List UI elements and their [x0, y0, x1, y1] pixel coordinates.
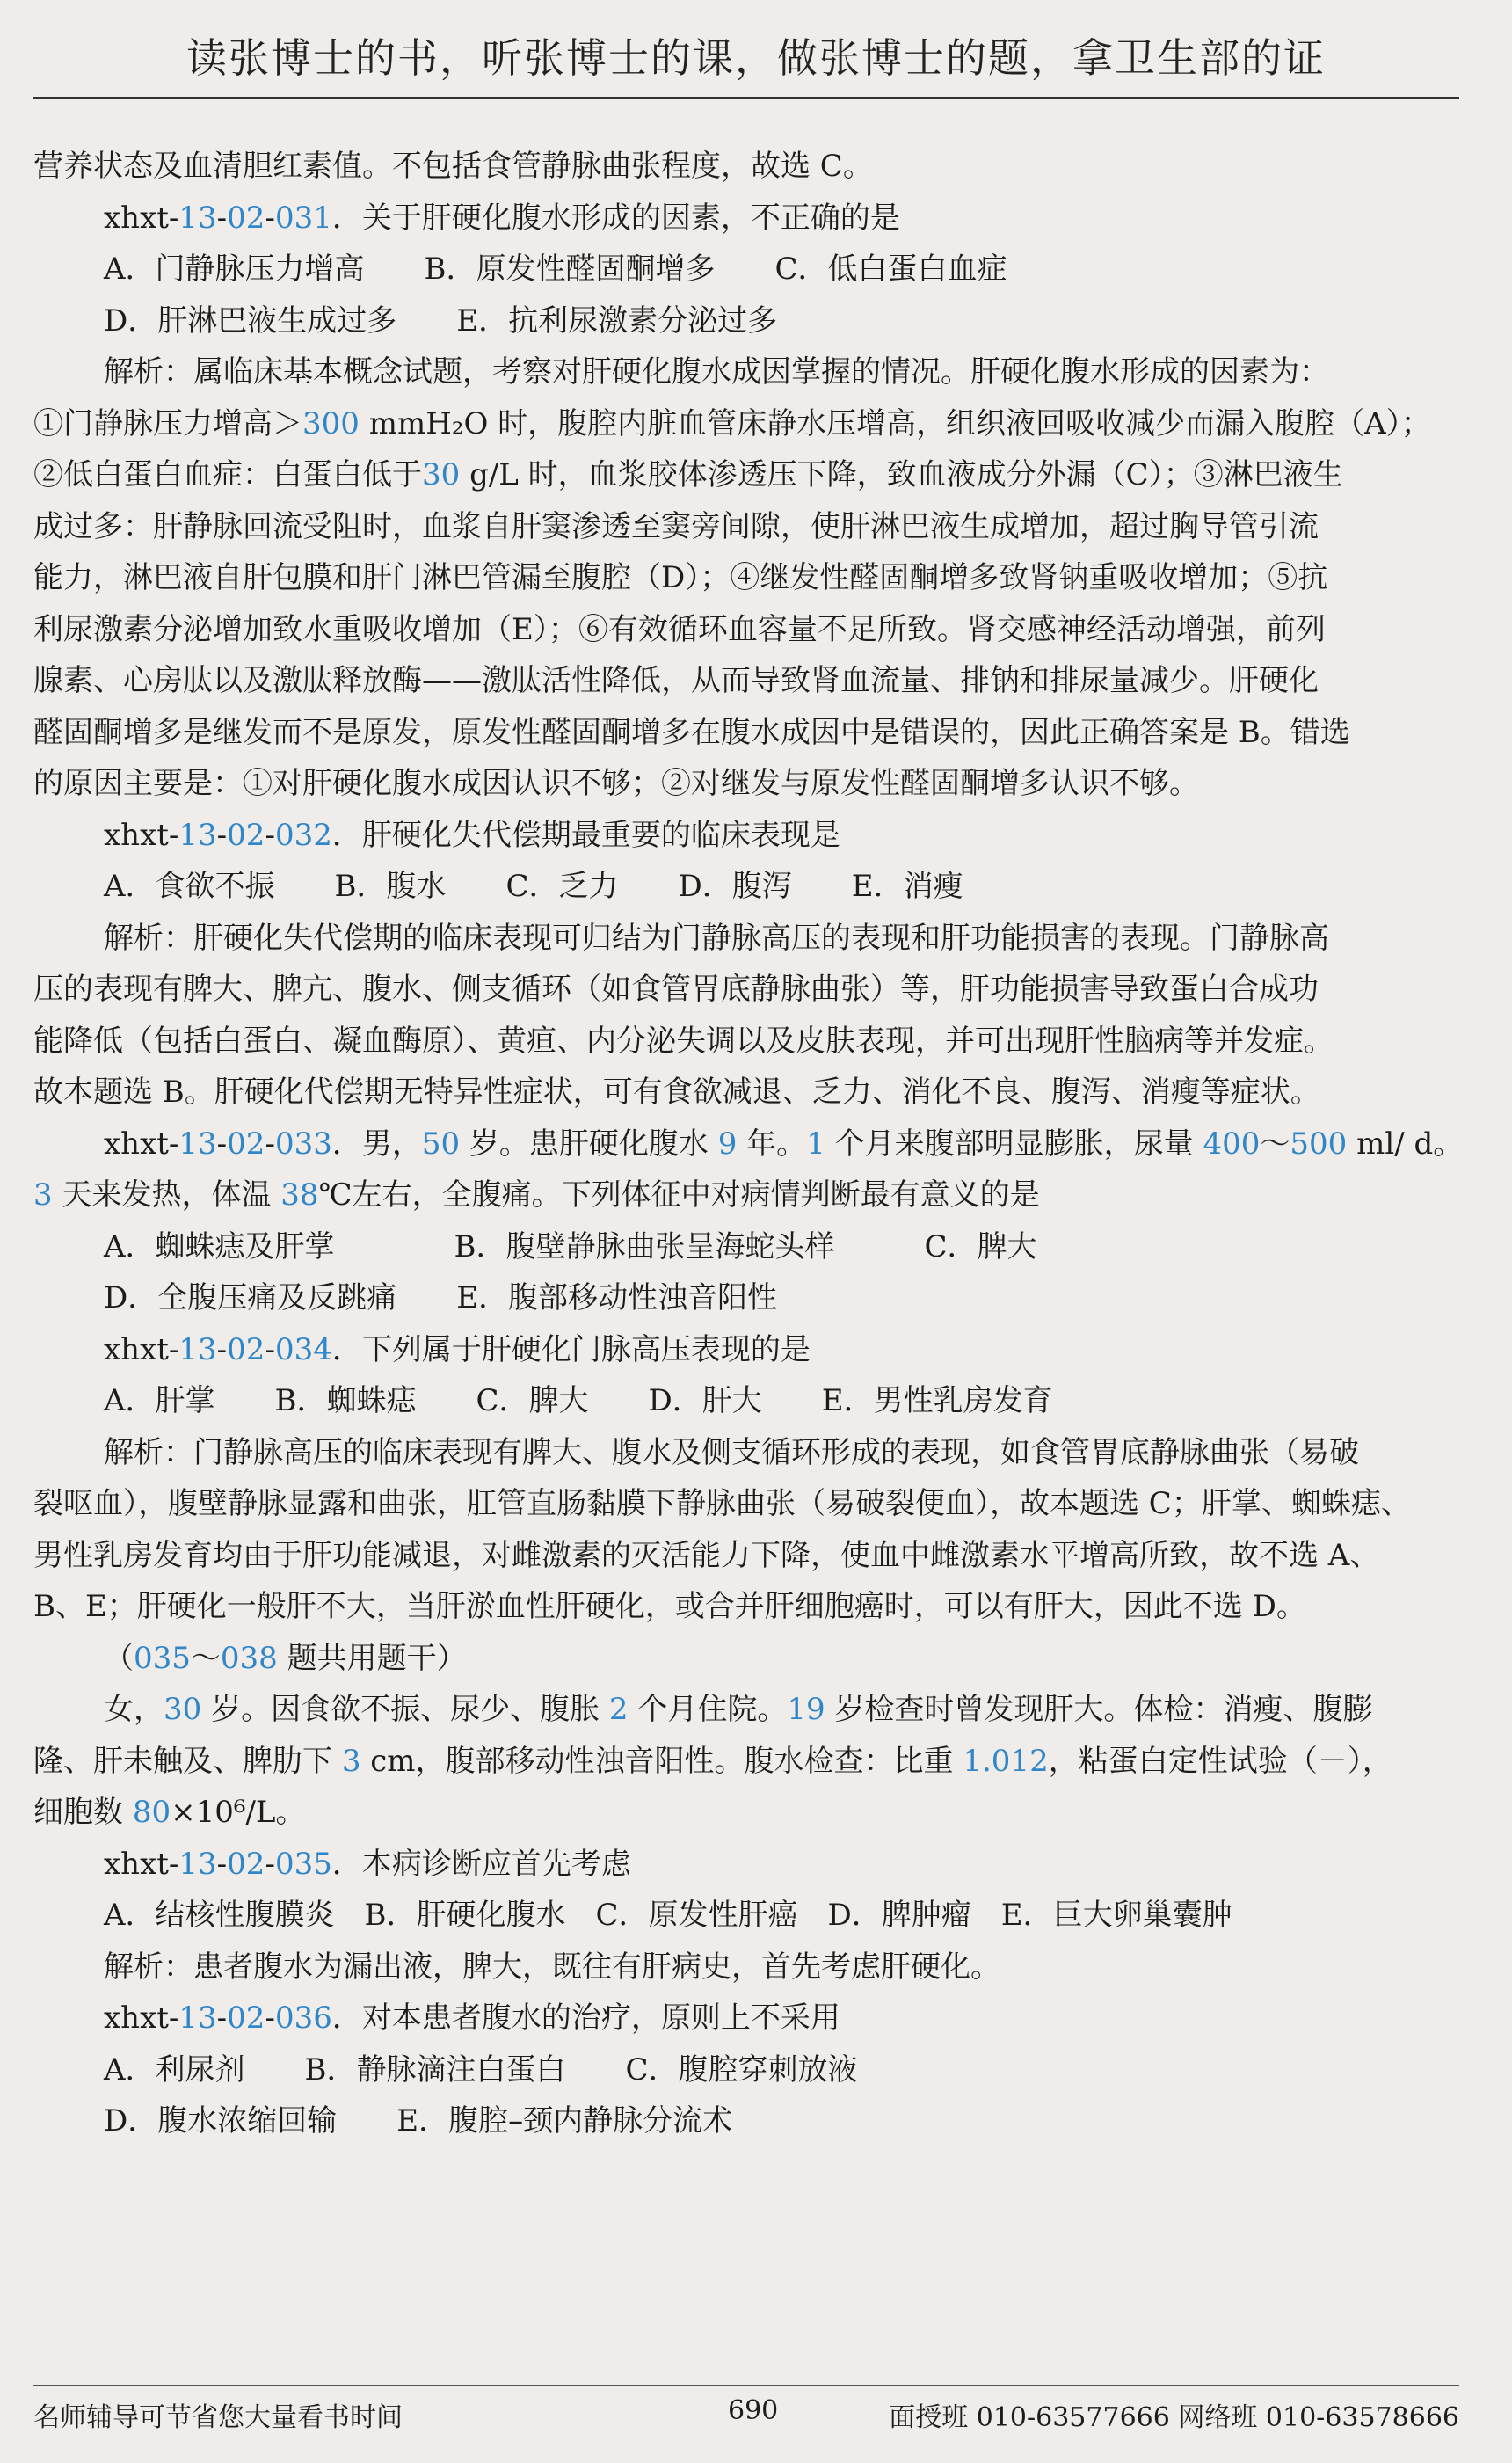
line-text-span: 题共用题干） — [277, 1640, 467, 1676]
line-text-span: - — [265, 817, 275, 853]
text-line — [33, 449, 1450, 501]
text-line — [33, 810, 1450, 862]
line-number-span: 02 — [227, 817, 265, 853]
line-number-span: 02 — [227, 2000, 265, 2036]
line-number-span: 02 — [227, 200, 265, 236]
line-text-span: A．食欲不振 B．腹水 C．乏力 D．腹泻 E．消瘦 — [104, 869, 963, 904]
line-text-span: D．肝淋巴液生成过多 E．抗利尿激素分泌过多 — [104, 302, 778, 339]
line-number-span: 035 — [274, 1846, 332, 1882]
text-line — [33, 2044, 1450, 2096]
line-text-span: xhxt- — [104, 2000, 179, 2036]
line-text-span: 的原因主要是：①对肝硬化腹水成因认识不够；②对继发与原发性醛固酮增多认识不够。 — [33, 766, 1199, 801]
text-line — [33, 141, 1450, 193]
line-number-span: 80 — [132, 1795, 171, 1830]
text-line — [33, 1272, 1450, 1324]
line-text-span: 男性乳房发育均由于肝功能减退，对雌激素的灭活能力下降，使血中雌激素水平增高所致，故不选 A、 — [33, 1537, 1380, 1573]
line-text-span: 营养状态及血清胆红素值。不包括食管静脉曲张程度，故选 C。 — [33, 149, 873, 184]
text-line — [33, 1736, 1450, 1788]
line-text-span: A．肝掌 B．蜘蛛痣 C．脾大 D．肝大 E．男性乳房发育 — [104, 1383, 1053, 1418]
line-text-span: - — [216, 1331, 228, 1367]
line-text-span: A．蜘蛛痣及肝掌 B．腹壁静脉曲张呈海蛇头样 C．脾大 — [104, 1228, 1037, 1264]
line-text-span: 腺素、心房肽以及激肽释放酶——激肽活性降低，从而导致肾血流量、排钠和排尿量减少。肝硬化 — [33, 663, 1319, 698]
header-title: 读张博士的书，听张博士的课，做张博士的题，拿卫生部的证 — [186, 34, 1326, 82]
line-number-span: 13 — [178, 1846, 217, 1882]
line-number-span: 02 — [227, 1331, 265, 1367]
line-text-span: 女， — [104, 1692, 164, 1727]
line-text-span: - — [265, 1846, 275, 1882]
line-text-span: xhxt- — [104, 1126, 179, 1162]
line-number-span: 13 — [178, 200, 217, 236]
line-text-span: - — [216, 200, 228, 236]
line-text-span: cm，腹部移动性浊音阳性。腹水检查：比重 — [360, 1743, 963, 1779]
line-text-span: 解析：门静脉高压的临床表现有脾大、腹水及侧支循环形成的表现，如食管胃底静脉曲张（易破 — [104, 1434, 1359, 1470]
line-number-span: 02 — [227, 1126, 265, 1162]
line-text-span: （ — [104, 1640, 134, 1676]
text-line — [33, 552, 1450, 604]
text-line — [33, 861, 1450, 913]
line-text-span: 解析：属临床基本概念试题，考察对肝硬化腹水成因掌握的情况。肝硬化腹水形成的因素为： — [104, 354, 1329, 390]
page-number: 690 — [728, 2395, 779, 2426]
line-number-span: 3 — [341, 1743, 361, 1779]
line-number-span: 1.012 — [963, 1743, 1049, 1779]
footer-slogan: 名师辅导可节省您大量看书时间 — [33, 2402, 403, 2433]
text-line — [33, 244, 1450, 295]
line-number-span: 2 — [608, 1692, 629, 1727]
line-text-span: D．腹水浓缩回输 E．腹腔–颈内静脉分流术 — [104, 2103, 733, 2139]
text-line — [33, 1016, 1450, 1068]
line-text-span: ②低白蛋白血症：白蛋白低于 — [33, 457, 422, 492]
line-text-span: xhxt- — [104, 200, 179, 236]
line-text-span: A．利尿剂 B．静脉滴注白蛋白 C．腹腔穿刺放液 — [104, 2051, 858, 2088]
line-number-span: 9 — [717, 1126, 738, 1162]
line-text-span: 细胞数 — [33, 1795, 133, 1830]
line-text-span: 裂呕血），腹壁静脉显露和曲张，肛管直肠黏膜下静脉曲张（易破裂便血），故本题选 C；肝掌、蜘蛛痣、 — [33, 1486, 1411, 1521]
line-text-span: B、E；肝硬化一般肝不大，当肝淤血性肝硬化，或合并肝细胞癌时，可以有肝大，因此不选 D。 — [33, 1589, 1306, 1624]
header-divider — [33, 97, 1459, 99]
text-line — [33, 707, 1450, 759]
line-text-span: ml/ d。 — [1347, 1126, 1464, 1162]
page-content — [33, 141, 1464, 2147]
line-text-span: 能力，淋巴液自肝包膜和肝门淋巴管漏至腹腔（D）；④继发性醛固酮增多致肾钠重吸收增加；⑤抗 — [33, 560, 1328, 595]
line-text-span: ．下列属于肝硬化门脉高压表现的是 — [331, 1331, 811, 1367]
text-line — [33, 193, 1450, 244]
line-text-span: - — [265, 1331, 275, 1367]
line-text-span: - — [216, 1126, 228, 1162]
line-text-span: ①门静脉压力增高＞ — [33, 405, 302, 441]
text-line — [33, 1993, 1450, 2044]
line-text-span: ．关于肝硬化腹水形成的因素，不正确的是 — [331, 200, 900, 236]
line-number-span: 031 — [274, 200, 332, 236]
line-text-span: 故本题选 B。肝硬化代偿期无特异性症状，可有食欲减退、乏力、消化不良、腹泻、消瘦等症状。 — [33, 1075, 1320, 1110]
line-text-span: ．男， — [331, 1126, 422, 1162]
line-number-span: 38 — [280, 1177, 319, 1213]
line-text-span: 解析：肝硬化失代偿期的临床表现可归结为门静脉高压的表现和肝功能损害的表现。门静脉高 — [104, 920, 1329, 956]
line-text-span: ．肝硬化失代偿期最重要的临床表现是 — [331, 817, 840, 853]
text-line — [33, 1684, 1450, 1736]
text-line — [33, 1581, 1450, 1633]
text-line — [33, 964, 1450, 1016]
text-line — [33, 913, 1450, 965]
footer-divider — [33, 2385, 1459, 2386]
line-text-span: 岁。因食欲不振、尿少、腹胀 — [201, 1692, 609, 1727]
line-text-span: - — [265, 1126, 275, 1162]
line-text-span: 压的表现有脾大、脾亢、腹水、侧支循环（如食管胃底静脉曲张）等，肝功能损害导致蛋白合成功 — [33, 972, 1319, 1007]
text-line — [33, 1478, 1450, 1530]
line-number-span: 02 — [227, 1846, 265, 1882]
text-line — [33, 1787, 1450, 1839]
line-text-span: - — [265, 2000, 275, 2036]
line-text-span: - — [265, 200, 275, 236]
line-text-span: g/L 时，血浆胶体渗透压下降，致血液成分外漏（C）；③淋巴液生 — [460, 457, 1343, 492]
line-text-span: xhxt- — [104, 1331, 179, 1367]
line-number-span: 035 — [134, 1640, 191, 1676]
text-line — [33, 1942, 1450, 1993]
text-line — [33, 1375, 1450, 1427]
text-line — [33, 1633, 1450, 1685]
line-number-span: 500 — [1290, 1126, 1348, 1162]
line-text-span: D．全腹压痛及反跳痛 E．腹部移动性浊音阳性 — [104, 1280, 778, 1315]
line-text-span: 利尿激素分泌增加致水重吸收增加（E）；⑥有效循环血容量不足所致。肾交感神经活动增强，前列 — [33, 611, 1326, 647]
line-text-span: ℃左右，全腹痛。下列体征中对病情判断最有意义的是 — [318, 1177, 1040, 1213]
line-text-span: A．结核性腹膜炎 B．肝硬化腹水 C．原发性肝癌 D．脾肿瘤 E．巨大卵巢囊肿 — [104, 1898, 1232, 1933]
line-number-span: 13 — [178, 817, 217, 853]
line-text-span: ，粘蛋白定性试验（－）， — [1048, 1743, 1392, 1779]
line-number-span: 13 — [178, 1126, 217, 1162]
line-text-span: 岁。患肝硬化腹水 — [460, 1126, 718, 1162]
line-text-span: 天来发热，体温 — [52, 1177, 281, 1213]
line-text-span: ～ — [1260, 1126, 1290, 1162]
page-footer — [33, 2395, 1459, 2434]
line-text-span: 个月来腹部明显膨胀，尿量 — [825, 1126, 1203, 1162]
line-text-span: ．本病诊断应首先考虑 — [331, 1846, 631, 1882]
line-number-span: 038 — [220, 1640, 278, 1676]
text-line — [33, 1170, 1450, 1221]
line-number-span: 19 — [787, 1692, 825, 1727]
text-line — [33, 346, 1450, 398]
line-number-span: 13 — [178, 1331, 217, 1367]
text-line — [33, 758, 1450, 810]
line-text-span: 解析：患者腹水为漏出液，脾大，既往有肝病史，首先考虑肝硬化。 — [104, 1949, 1000, 1985]
text-line — [33, 2095, 1450, 2147]
line-number-span: 036 — [274, 2000, 332, 2036]
text-line — [33, 1890, 1450, 1942]
text-line — [33, 1427, 1450, 1479]
line-text-span: - — [216, 1846, 228, 1882]
line-number-span: 032 — [274, 817, 332, 853]
line-text-span: - — [216, 817, 228, 853]
line-text-span: 年。 — [737, 1126, 807, 1162]
line-text-span: ～ — [190, 1640, 221, 1676]
footer-contact: 面授班 010-63577666 网络班 010-63578666 — [889, 2402, 1459, 2433]
line-text-span: mmH₂O 时，腹腔内脏血管床静水压增高，组织液回吸收减少而漏入腹腔（A）； — [359, 405, 1431, 441]
line-text-span: 能降低（包括白蛋白、凝血酶原）、黄疸、内分泌失调以及皮肤表现，并可出现肝性脑病等并发症。 — [33, 1023, 1334, 1059]
line-number-span: 033 — [274, 1126, 332, 1162]
line-number-span: 1 — [806, 1126, 825, 1162]
line-text-span: 岁检查时曾发现肝大。体检：消瘦、腹膨 — [825, 1692, 1373, 1727]
line-number-span: 3 — [33, 1177, 53, 1213]
line-text-span: 隆、肝未触及、脾肋下 — [33, 1743, 342, 1779]
line-number-span: 034 — [274, 1331, 332, 1367]
line-text-span: - — [216, 2000, 228, 2036]
text-line — [33, 501, 1450, 553]
line-number-span: 30 — [422, 457, 461, 492]
text-line — [33, 604, 1450, 656]
line-text-span: xhxt- — [104, 1846, 179, 1882]
line-number-span: 30 — [164, 1692, 202, 1727]
text-line — [33, 1530, 1450, 1582]
text-line — [33, 398, 1450, 450]
line-text-span: A．门静脉压力增高 B．原发性醛固酮增多 C．低白蛋白血症 — [104, 251, 1007, 287]
text-line — [33, 655, 1450, 707]
line-text-span: 个月住院。 — [628, 1692, 788, 1727]
text-line — [33, 1119, 1464, 1170]
line-text-span: ×10⁶/L。 — [171, 1795, 306, 1830]
line-number-span: 13 — [178, 2000, 217, 2036]
text-line — [33, 295, 1450, 347]
line-number-span: 400 — [1203, 1126, 1261, 1162]
line-text-span: xhxt- — [104, 817, 179, 853]
line-text-span: ．对本患者腹水的治疗，原则上不采用 — [331, 2000, 840, 2036]
text-line — [33, 1324, 1450, 1376]
line-text-span: 成过多：肝静脉回流受阻时，血浆自肝窦渗透至窦旁间隙，使肝淋巴液生成增加，超过胸导管引流 — [33, 508, 1319, 544]
text-line — [33, 1067, 1450, 1119]
text-line — [33, 1221, 1450, 1273]
line-number-span: 300 — [302, 405, 360, 441]
line-text-span: 醛固酮增多是继发而不是原发，原发性醛固酮增多在腹水成因中是错误的，因此正确答案是 B。错选 — [33, 714, 1350, 750]
line-number-span: 50 — [421, 1126, 461, 1162]
text-line — [33, 1839, 1450, 1891]
